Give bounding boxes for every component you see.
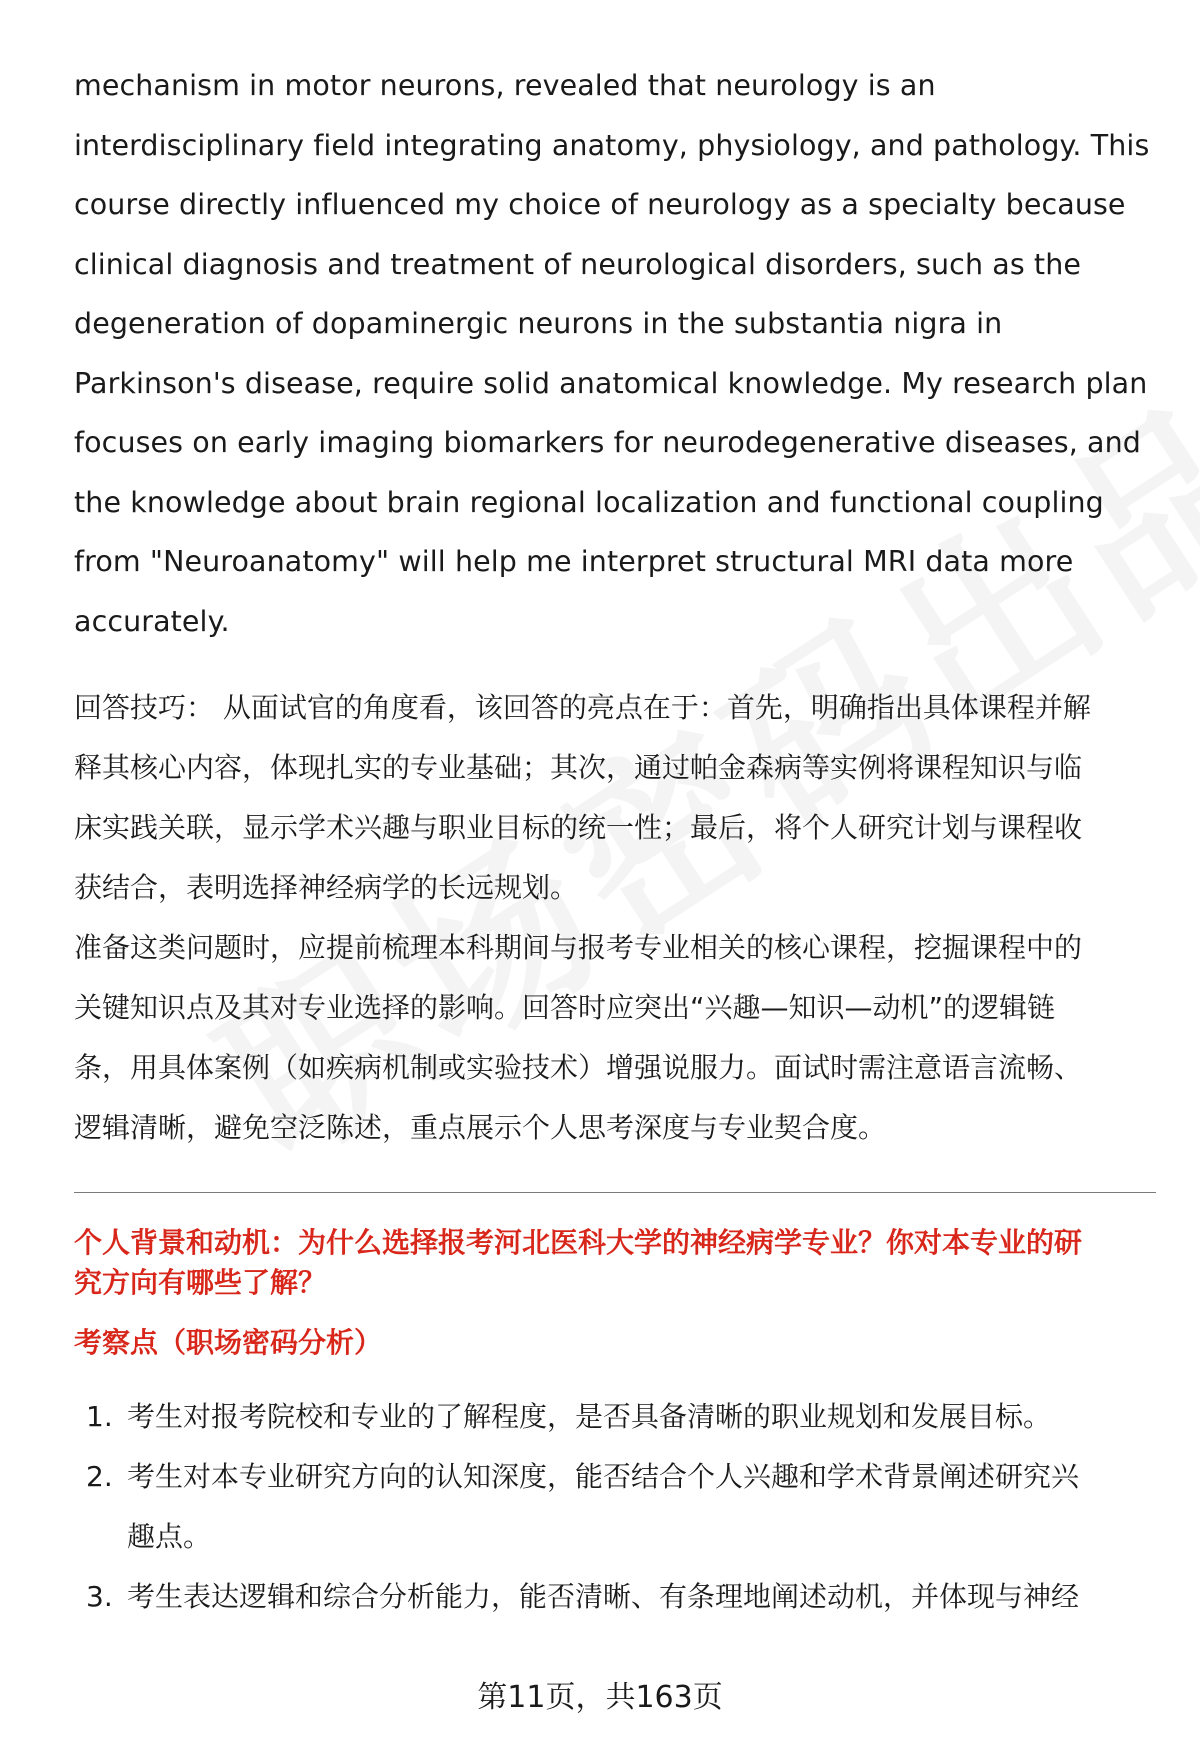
question-heading <box>74 1223 1154 1303</box>
assessment-points-heading: 考察点（职场密码分析） <box>74 1326 383 1359</box>
list-item <box>74 1567 1154 1627</box>
text-line: from "Neuroanatomy" will help me interpret structural MRI data more <box>74 545 1074 578</box>
text-line: the knowledge about brain regional localization and functional coupling <box>74 485 1104 519</box>
answer-tips <box>74 678 1154 1158</box>
text-line: 床实践关联，显示学术兴趣与职业目标的统一性；最后，将个人研究计划与课程收 <box>74 811 1083 844</box>
text-line: clinical diagnosis and treatment of neurological disorders, such as the <box>74 247 1082 281</box>
assessment-points-list <box>74 1387 1154 1627</box>
text-line: 考生对本专业研究方向的认知深度，能否结合个人兴趣和学术背景阐述研究兴 <box>127 1460 1080 1493</box>
list-item-number: 2. <box>86 1460 113 1493</box>
text-line: 获结合，表明选择神经病学的长远规划。 <box>74 871 579 904</box>
list-item <box>74 1447 1154 1567</box>
text-line: course directly influenced my choice of neurology as a specialty because <box>74 188 1126 221</box>
text-line: 关键知识点及其对专业选择的影响。回答时应突出“兴趣—知识—动机”的逻辑链 <box>74 991 1056 1024</box>
text-line: 究方向有哪些了解？ <box>74 1266 327 1299</box>
list-item <box>74 1387 1154 1447</box>
text-line: 趣点。 <box>127 1520 212 1553</box>
page-number: 第11页，共163页 <box>477 1680 723 1715</box>
answer-tips-paragraph-2 <box>74 918 1154 1158</box>
text-line: 释其核心内容，体现扎实的专业基础；其次，通过帕金森病等实例将课程知识与临 <box>74 751 1083 784</box>
text-line: 条，用具体案例（如疾病机制或实验技术）增强说服力。面试时需注意语言流畅、 <box>74 1051 1083 1084</box>
text-line: accurately. <box>74 604 230 638</box>
text-line: Parkinson's disease, require solid anatomical knowledge. My research plan <box>74 366 1148 400</box>
text-line: interdisciplinary field integrating anatomy, physiology, and pathology. This <box>74 128 1150 162</box>
text-line: mechanism in motor neurons, revealed that neurology is an <box>74 69 936 102</box>
text-line: degeneration of dopaminergic neurons in the substantia nigra in <box>74 307 1003 340</box>
list-item-number: 3. <box>86 1580 113 1613</box>
section-divider <box>74 1192 1156 1193</box>
text-line: 准备这类问题时，应提前梳理本科期间与报考专业相关的核心课程，挖掘课程中的 <box>74 931 1083 964</box>
english-answer-paragraph <box>74 56 1154 651</box>
text-line: 回答技巧： 从面试官的角度看，该回答的亮点在于：首先，明确指出具体课程并解 <box>74 691 1091 724</box>
document-page <box>74 56 1154 1627</box>
text-line: 考生表达逻辑和综合分析能力，能否清晰、有条理地阐述动机，并体现与神经 <box>127 1580 1080 1613</box>
text-line: 考生对报考院校和专业的了解程度，是否具备清晰的职业规划和发展目标。 <box>127 1400 1052 1433</box>
text-line: focuses on early imaging biomarkers for neurodegenerative diseases, and <box>74 426 1141 459</box>
text-line: 逻辑清晰，避免空泛陈述，重点展示个人思考深度与专业契合度。 <box>74 1111 887 1144</box>
text-line: 个人背景和动机：为什么选择报考河北医科大学的神经病学专业？你对本专业的研 <box>74 1226 1083 1259</box>
answer-tips-paragraph-1 <box>74 678 1154 918</box>
list-item-number: 1. <box>86 1400 113 1433</box>
